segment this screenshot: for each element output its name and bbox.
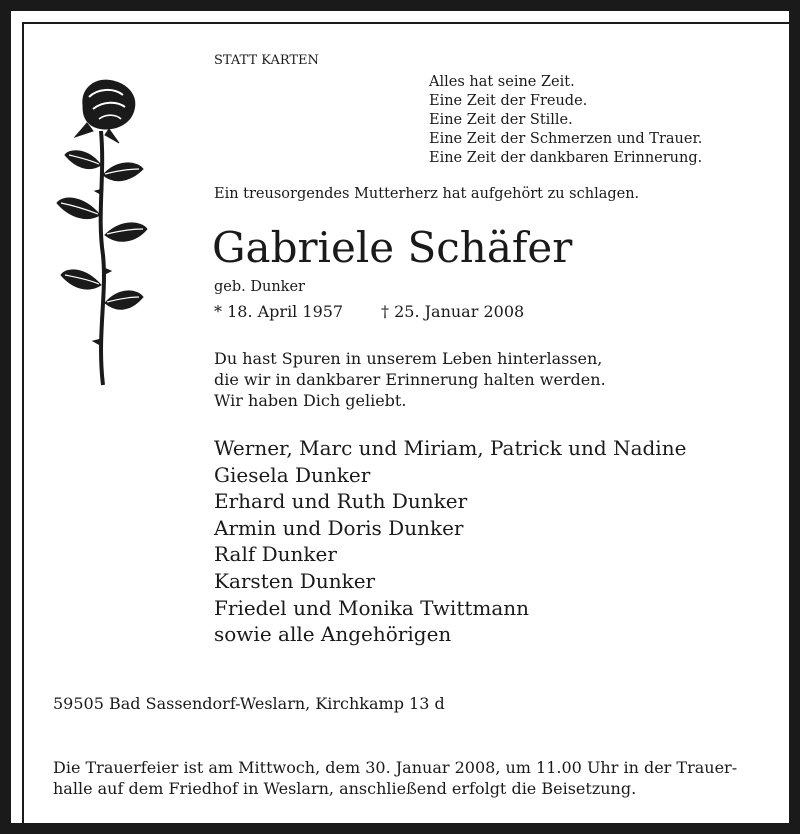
rose-icon [53,75,149,395]
poem-line: Eine Zeit der dankbaren Erinnerung. [429,150,703,166]
mourner-line: Erhard und Ruth Dunker [214,489,468,514]
address: 59505 Bad Sassendorf-Weslarn, Kirchkamp 13 d [53,694,445,713]
mourner-line: Karsten Dunker [214,568,376,593]
tribute-line: Wir haben Dich geliebt. [214,391,407,410]
ceremony-line: halle auf dem Friedhof in Weslarn, anschließend erfolgt die Beisetzung. [53,779,637,798]
tribute-line: die wir in dankbarer Erinnerung halten werden. [214,370,606,389]
tribute-line: Du hast Spuren in unserem Leben hinterlassen, [214,349,603,368]
mourner-line: sowie alle Angehörigen [214,622,452,647]
death-date: † 25. Januar 2008 [381,302,525,321]
poem-line: Eine Zeit der Freude. [429,93,588,109]
maiden-name: geb. Dunker [214,279,305,295]
poem-line: Alles hat seine Zeit. [429,74,575,90]
statt-karten-label: STATT KARTEN [214,53,319,68]
tribute [214,348,606,411]
mourner-line: Giesela Dunker [214,462,371,487]
birth-date: * 18. April 1957 [214,302,344,321]
mourner-line: Armin und Doris Dunker [214,515,464,540]
ceremony-line: Die Trauerfeier ist am Mittwoch, dem 30. Januar 2008, um 11.00 Uhr in der Trauer- [53,758,738,777]
poem-line: Eine Zeit der Schmerzen und Trauer. [429,131,703,147]
ceremony-info [53,757,737,799]
mourner-line: Friedel und Monika Twittmann [214,595,530,620]
poem-line: Eine Zeit der Stille. [429,112,573,128]
mourner-line: Werner, Marc und Miriam, Patrick und Nadine [214,436,687,460]
mourners-list [214,435,686,648]
poem [429,73,702,168]
intro-text: Ein treusorgendes Mutterherz hat aufgehört zu schlagen. [214,186,640,202]
mourner-line: Ralf Dunker [214,542,337,567]
deceased-name: Gabriele Schäfer [212,223,573,272]
